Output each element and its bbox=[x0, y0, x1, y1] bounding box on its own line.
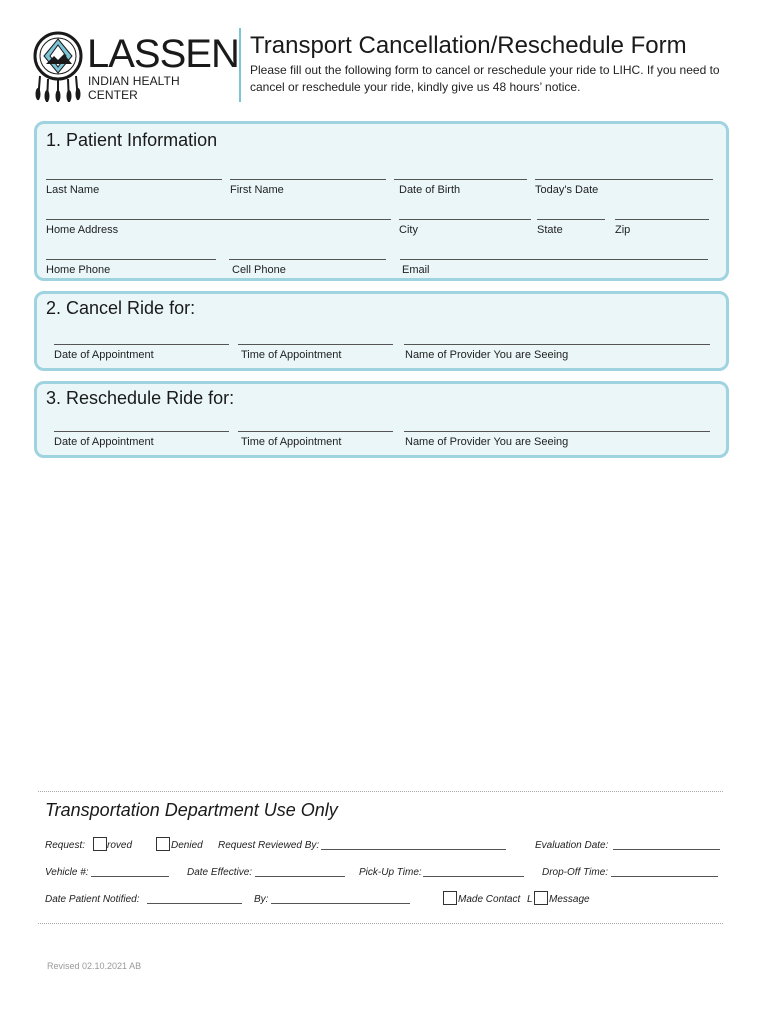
cancel-time-input[interactable] bbox=[238, 333, 393, 345]
office-section-title: Transportation Department Use Only bbox=[45, 800, 338, 820]
todays-date-field[interactable] bbox=[535, 168, 713, 196]
city-field[interactable] bbox=[399, 208, 531, 236]
vehicle-input[interactable] bbox=[91, 867, 169, 877]
reschedule-time-field[interactable] bbox=[238, 420, 393, 448]
home-address-input[interactable] bbox=[46, 208, 391, 220]
header-divider bbox=[239, 28, 241, 102]
denied-checkbox[interactable] bbox=[156, 837, 170, 851]
pickup-time-label: Pick-Up Time: bbox=[359, 867, 422, 878]
last-name-field[interactable] bbox=[46, 168, 222, 196]
cancel-time-label: Time of Appointment bbox=[241, 349, 342, 361]
section-title: 1. Patient Information bbox=[46, 130, 218, 150]
reschedule-provider-label: Name of Provider You are Seeing bbox=[405, 436, 569, 448]
denied-label: Denied bbox=[171, 840, 203, 851]
home-address-label: Home Address bbox=[46, 224, 119, 236]
revision-note: Revised 02.10.2021 AB bbox=[47, 961, 142, 971]
reschedule-time-label: Time of Appointment bbox=[241, 436, 342, 448]
state-input[interactable] bbox=[537, 208, 605, 220]
cell-phone-field[interactable] bbox=[229, 248, 386, 276]
cell-phone-label: Cell Phone bbox=[232, 264, 286, 276]
reschedule-time-input[interactable] bbox=[238, 420, 393, 432]
reschedule-provider-field[interactable] bbox=[404, 420, 710, 448]
cancel-provider-input[interactable] bbox=[404, 333, 710, 345]
dropoff-time-label: Drop-Off Time: bbox=[542, 867, 609, 878]
left-message-prefix: L bbox=[527, 894, 533, 905]
cancel-time-field[interactable] bbox=[238, 333, 393, 361]
email-label: Email bbox=[402, 264, 430, 276]
todays-date-label: Today's Date bbox=[535, 184, 599, 196]
state-field[interactable] bbox=[537, 208, 605, 236]
by-input[interactable] bbox=[271, 894, 410, 904]
patient-information-section bbox=[34, 121, 729, 281]
approved-checkbox[interactable] bbox=[93, 837, 107, 851]
todays-date-input[interactable] bbox=[535, 168, 713, 180]
made-contact-checkbox[interactable] bbox=[443, 891, 457, 905]
email-field[interactable] bbox=[400, 248, 708, 276]
first-name-field[interactable] bbox=[230, 168, 386, 196]
made-contact-label: Made Contact bbox=[458, 894, 521, 905]
city-label: City bbox=[399, 224, 418, 236]
evaluation-date-label: Evaluation Date: bbox=[535, 840, 609, 851]
logo-wordmark: LASSEN bbox=[87, 32, 239, 76]
reschedule-date-field[interactable] bbox=[54, 420, 229, 448]
request-label: Request: bbox=[45, 840, 86, 851]
message-label: Message bbox=[549, 894, 590, 905]
date-effective-label: Date Effective: bbox=[187, 867, 253, 878]
cancel-provider-field[interactable] bbox=[404, 333, 710, 361]
state-label: State bbox=[537, 224, 563, 236]
zip-label: Zip bbox=[615, 224, 631, 236]
email-input[interactable] bbox=[400, 248, 708, 260]
home-phone-field[interactable] bbox=[46, 248, 216, 276]
office-bottom-divider bbox=[38, 923, 723, 924]
last-name-input[interactable] bbox=[46, 168, 222, 180]
reschedule-ride-section bbox=[34, 381, 729, 458]
cancel-date-label: Date of Appointment bbox=[54, 349, 154, 361]
reviewed-by-label: Request Reviewed By: bbox=[218, 840, 320, 851]
date-effective-input[interactable] bbox=[255, 867, 345, 877]
reschedule-date-input[interactable] bbox=[54, 420, 229, 432]
form-intro: Please fill out the following form to cancel or reschedule your ride to LIHC. If you need to cancel or reschedule your ride, kindly give us 48 hours’ notice. bbox=[250, 63, 720, 94]
home-phone-input[interactable] bbox=[46, 248, 216, 260]
left-message-checkbox[interactable] bbox=[534, 891, 548, 905]
dropoff-time-input[interactable] bbox=[611, 867, 718, 877]
logo-subtitle: INDIAN HEALTH CENTER bbox=[88, 74, 180, 102]
date-of-birth-field[interactable] bbox=[394, 168, 527, 196]
approved-label: roved bbox=[107, 840, 133, 851]
date-notified-label: Date Patient Notified: bbox=[45, 894, 140, 905]
zip-field[interactable] bbox=[615, 208, 709, 236]
reviewed-by-input[interactable] bbox=[321, 840, 506, 850]
cancel-ride-section bbox=[34, 291, 729, 371]
logo bbox=[32, 30, 239, 102]
zip-input[interactable] bbox=[615, 208, 709, 220]
cancel-date-input[interactable] bbox=[54, 333, 229, 345]
evaluation-date-input[interactable] bbox=[613, 840, 720, 850]
home-address-field[interactable] bbox=[46, 208, 391, 236]
cell-phone-input[interactable] bbox=[229, 248, 386, 260]
pickup-time-input[interactable] bbox=[423, 867, 524, 877]
last-name-label: Last Name bbox=[46, 184, 100, 196]
section-title: 2. Cancel Ride for: bbox=[46, 298, 196, 318]
city-input[interactable] bbox=[399, 208, 531, 220]
form-title: Transport Cancellation/Reschedule Form bbox=[250, 32, 687, 59]
vehicle-label: Vehicle #: bbox=[45, 867, 89, 878]
first-name-input[interactable] bbox=[230, 168, 386, 180]
dreamcatcher-logo-icon bbox=[32, 30, 86, 102]
home-phone-label: Home Phone bbox=[46, 264, 111, 276]
first-name-label: First Name bbox=[230, 184, 284, 196]
office-top-divider bbox=[38, 791, 723, 792]
cancel-date-field[interactable] bbox=[54, 333, 229, 361]
reschedule-provider-input[interactable] bbox=[404, 420, 710, 432]
date-of-birth-label: Date of Birth bbox=[399, 184, 461, 196]
cancel-provider-label: Name of Provider You are Seeing bbox=[405, 349, 569, 361]
date-of-birth-input[interactable] bbox=[394, 168, 527, 180]
date-notified-input[interactable] bbox=[147, 894, 242, 904]
by-label: By: bbox=[254, 894, 269, 905]
section-title: 3. Reschedule Ride for: bbox=[46, 388, 235, 408]
reschedule-date-label: Date of Appointment bbox=[54, 436, 154, 448]
